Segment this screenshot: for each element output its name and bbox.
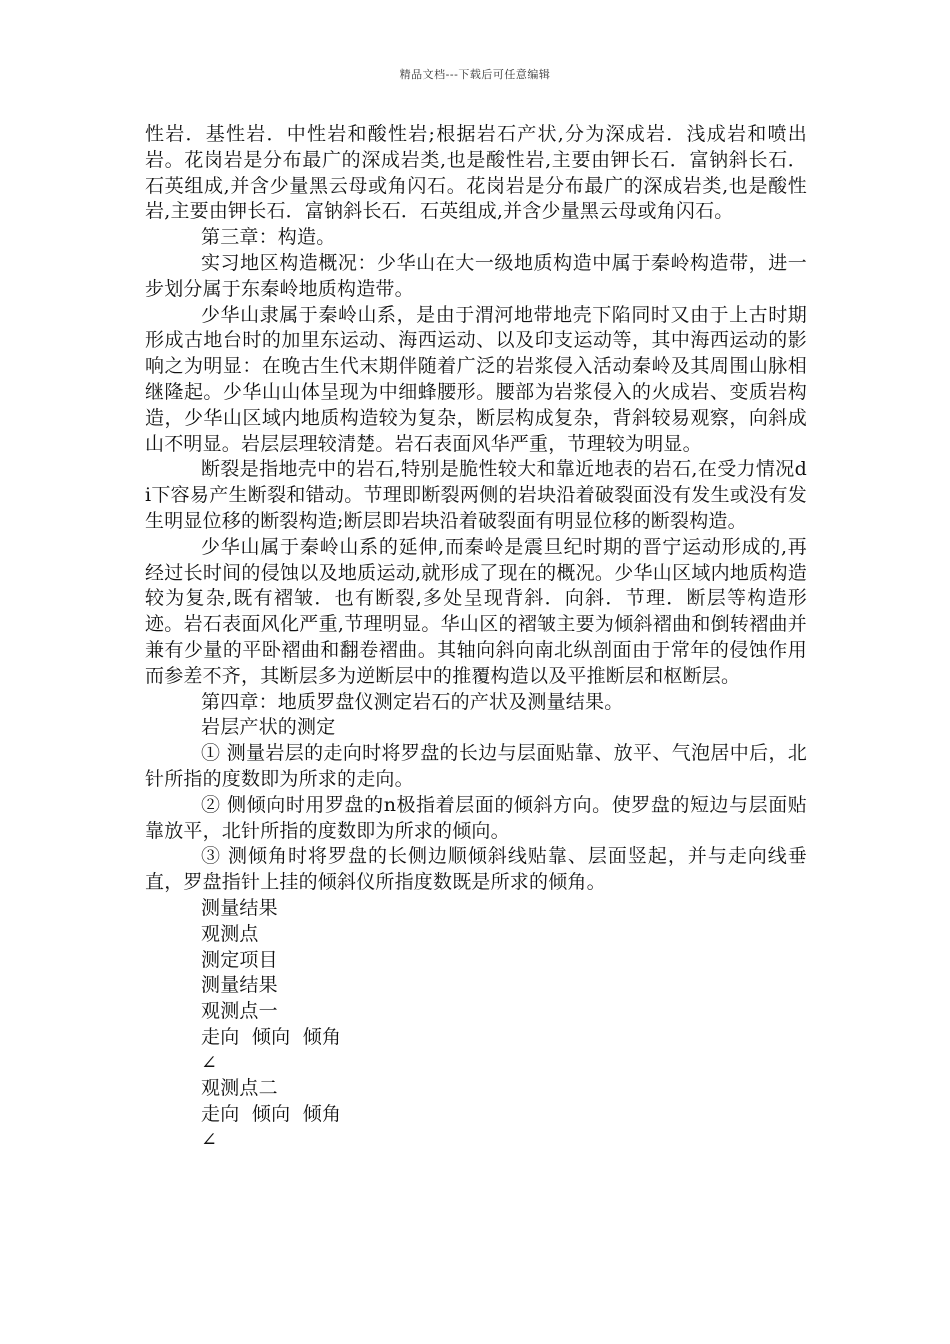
paragraph-shaohua-mountain: 少华山隶属于秦岭山系，是由于渭河地带地壳下陷同时又由于上古时期形成古地台时的加里东运动、海西运动、以及印支运动等，其中海西运动的影响之为明显：在晚古生代末期伴随着广泛的岩浆侵入活动秦岭及其周围山脉相继隆起。少华山山体呈现为中细蜂腰形。腰部为岩浆侵入的火成岩、变质岩构造，少华山区域内地质构造较为复杂，断层构成复杂，背斜较易观察，向斜成山不明显。岩层层理较清楚。岩石表面风华严重，节理较为明显。: [145, 303, 807, 455]
document-body: [145, 122, 807, 1154]
paragraph-area-overview: 实习地区构造概况：少华山在大一级地质构造中属于秦岭构造带，进一步划分属于东秦岭地质构造带。: [145, 251, 807, 300]
observation-point-1-items: 走向 倾向 倾角: [201, 1025, 342, 1048]
measurement-step-1: ① 测量岩层的走向时将罗盘的长边与层面贴靠、放平、气泡居中后，北针所指的度数即为所求的走向。: [145, 742, 807, 790]
observation-point-1-angle: ∠: [201, 1051, 218, 1074]
attitude-measurement-title: 岩层产状的测定: [201, 716, 336, 739]
observation-point-1: 观测点一: [201, 1000, 278, 1023]
paragraph-rock-types: 性岩．基性岩．中性岩和酸性岩;根据岩石产状,分为深成岩．浅成岩和喷出岩。花岗岩是分布最广的深成岩类,也是酸性岩,主要由钾长石．富钠斜长石．石英组成,并含少量黑云母或角闪石。花岗岩是分布最广的深成岩类,也是酸性岩,主要由钾长石．富钠斜长石．石英组成,并含少量黑云母或角闪石。: [145, 123, 807, 223]
observation-point-2-items: 走向 倾向 倾角: [201, 1103, 342, 1126]
chapter-3-heading: 第三章：构造。: [201, 226, 336, 249]
paragraph-fracture: 断裂是指地壳中的岩石,特别是脆性较大和靠近地表的岩石,在受力情况di下容易产生断裂和错动。节理即断裂两侧的岩块沿着破裂面没有发生或没有发生明显位移的断裂构造;断层即岩块沿着破裂面有明显位移的断裂构造。: [145, 458, 807, 532]
page-header: 精品文档---下载后可任意编辑: [399, 68, 551, 81]
column-result: 测量结果: [201, 974, 278, 997]
observation-point-2: 观测点二: [201, 1077, 278, 1100]
observation-point-2-angle: ∠: [201, 1129, 218, 1152]
column-observation-point: 观测点: [201, 922, 259, 945]
measurement-step-3: ③ 测倾角时将罗盘的长侧边顺倾斜线贴靠、层面竖起，并与走向线垂直，罗盘指针上挂的倾斜仪所指度数既是所求的倾角。: [145, 845, 807, 894]
column-measured-item: 测定项目: [201, 948, 278, 971]
results-title: 测量结果: [201, 896, 278, 919]
chapter-4-heading: 第四章：地质罗盘仪测定岩石的产状及测量结果。: [201, 690, 624, 713]
paragraph-qinling: 少华山属于秦岭山系的延伸,而秦岭是震旦纪时期的晋宁运动形成的,再经过长时间的侵蚀以及地质运动,就形成了现在的概况。少华山区域内地质构造较为复杂,既有褶皱．也有断裂,多处呈现背斜．向斜．节理．断层等构造形迹。岩石表面风化严重,节理明显。华山区的褶皱主要为倾斜褶曲和倒转褶曲并兼有少量的平卧褶曲和翻卷褶曲。其轴向斜向南北纵剖面由于常年的侵蚀作用而参差不齐，其断层多为逆断层中的推覆构造以及平推断层和枢断层。: [145, 535, 807, 687]
measurement-step-2: ② 侧倾向时用罗盘的n极指着层面的倾斜方向。使罗盘的短边与层面贴靠放平，北针所指的度数即为所求的倾向。: [145, 793, 807, 842]
